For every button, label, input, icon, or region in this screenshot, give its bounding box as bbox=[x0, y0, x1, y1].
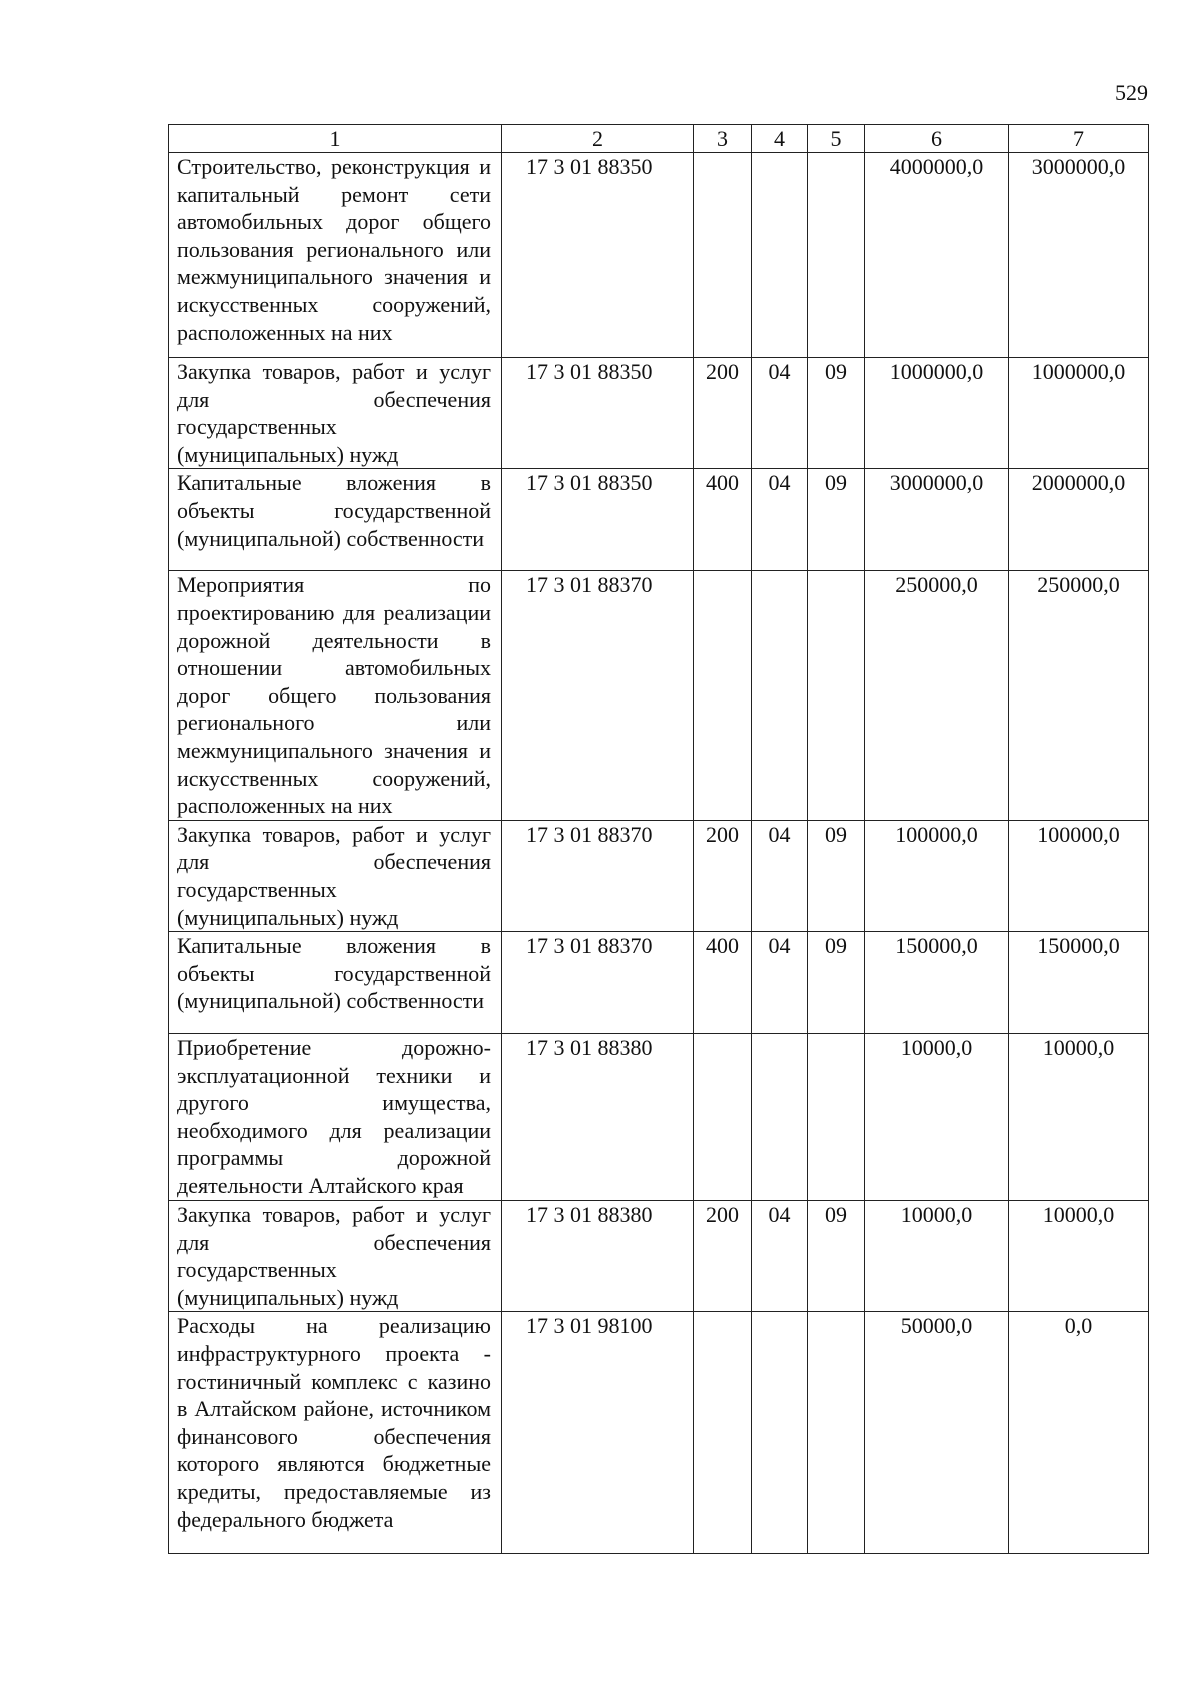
row-subsection bbox=[808, 1034, 865, 1201]
column-header-3: 3 bbox=[694, 125, 752, 153]
row-section: 04 bbox=[752, 1201, 808, 1312]
row-amount-7: 1000000,0 bbox=[1009, 358, 1149, 469]
row-expense-type bbox=[694, 153, 752, 358]
row-target-code: 17 3 01 98100 bbox=[502, 1312, 694, 1554]
table-body bbox=[169, 153, 1149, 1554]
row-target-code: 17 3 01 88380 bbox=[502, 1034, 694, 1201]
row-section bbox=[752, 1034, 808, 1201]
page-number: 529 bbox=[1115, 80, 1148, 105]
row-name: Приобретение дорожно-эксплуатационной техники и другого имущества, необходимого для реализации программы дорожной деятельности Алтайского края bbox=[169, 1034, 502, 1201]
row-amount-7: 100000,0 bbox=[1009, 820, 1149, 931]
row-amount-6: 4000000,0 bbox=[865, 153, 1009, 358]
row-subsection: 09 bbox=[808, 820, 865, 931]
row-name: Закупка товаров, работ и услуг для обеспечения государственных (муниципальных) нужд bbox=[169, 820, 502, 931]
row-target-code: 17 3 01 88370 bbox=[502, 932, 694, 1034]
table-row bbox=[169, 1312, 1149, 1554]
row-expense-type: 200 bbox=[694, 820, 752, 931]
row-expense-type: 200 bbox=[694, 358, 752, 469]
row-amount-7: 3000000,0 bbox=[1009, 153, 1149, 358]
row-section: 04 bbox=[752, 820, 808, 931]
row-section: 04 bbox=[752, 469, 808, 571]
row-amount-7: 2000000,0 bbox=[1009, 469, 1149, 571]
budget-table bbox=[168, 124, 1149, 1554]
table-row bbox=[169, 153, 1149, 358]
row-expense-type bbox=[694, 571, 752, 820]
row-amount-6: 150000,0 bbox=[865, 932, 1009, 1034]
table-row bbox=[169, 1201, 1149, 1312]
row-subsection: 09 bbox=[808, 358, 865, 469]
column-header-6: 6 bbox=[865, 125, 1009, 153]
row-name: Закупка товаров, работ и услуг для обеспечения государственных (муниципальных) нужд bbox=[169, 1201, 502, 1312]
row-expense-type: 200 bbox=[694, 1201, 752, 1312]
row-amount-6: 100000,0 bbox=[865, 820, 1009, 931]
table-row bbox=[169, 358, 1149, 469]
row-amount-6: 3000000,0 bbox=[865, 469, 1009, 571]
row-subsection: 09 bbox=[808, 932, 865, 1034]
row-amount-7: 150000,0 bbox=[1009, 932, 1149, 1034]
row-name: Капитальные вложения в объекты государственной (муниципальной) собственности bbox=[169, 469, 502, 571]
header-row bbox=[169, 125, 1149, 153]
table-header bbox=[169, 125, 1149, 153]
column-header-5: 5 bbox=[808, 125, 865, 153]
row-name: Расходы на реализацию инфраструктурного проекта - гостиничный комплекс с казино в Алтайском районе, источником финансового обеспечения которого являются бюджетные кредиты, предоставляемые из федерального бюджета bbox=[169, 1312, 502, 1554]
row-expense-type bbox=[694, 1034, 752, 1201]
row-section bbox=[752, 1312, 808, 1554]
table-row bbox=[169, 820, 1149, 931]
column-header-4: 4 bbox=[752, 125, 808, 153]
row-section bbox=[752, 571, 808, 820]
row-target-code: 17 3 01 88350 bbox=[502, 469, 694, 571]
column-header-1: 1 bbox=[169, 125, 502, 153]
row-target-code: 17 3 01 88380 bbox=[502, 1201, 694, 1312]
row-amount-7: 10000,0 bbox=[1009, 1034, 1149, 1201]
row-name: Капитальные вложения в объекты государственной (муниципальной) собственности bbox=[169, 932, 502, 1034]
column-header-2: 2 bbox=[502, 125, 694, 153]
row-amount-7: 0,0 bbox=[1009, 1312, 1149, 1554]
row-amount-6: 50000,0 bbox=[865, 1312, 1009, 1554]
table-row bbox=[169, 1034, 1149, 1201]
row-amount-6: 10000,0 bbox=[865, 1201, 1009, 1312]
row-target-code: 17 3 01 88350 bbox=[502, 358, 694, 469]
table-row bbox=[169, 932, 1149, 1034]
row-name: Строительство, реконструкция и капитальный ремонт сети автомобильных дорог общего пользования регионального или межмуниципального значения и искусственных сооружений, расположенных на них bbox=[169, 153, 502, 358]
row-amount-6: 1000000,0 bbox=[865, 358, 1009, 469]
row-target-code: 17 3 01 88350 bbox=[502, 153, 694, 358]
row-name: Закупка товаров, работ и услуг для обеспечения государственных (муниципальных) нужд bbox=[169, 358, 502, 469]
row-section: 04 bbox=[752, 932, 808, 1034]
row-subsection bbox=[808, 1312, 865, 1554]
row-amount-6: 250000,0 bbox=[865, 571, 1009, 820]
table-row bbox=[169, 571, 1149, 820]
row-target-code: 17 3 01 88370 bbox=[502, 820, 694, 931]
row-expense-type bbox=[694, 1312, 752, 1554]
row-amount-7: 10000,0 bbox=[1009, 1201, 1149, 1312]
row-section bbox=[752, 153, 808, 358]
row-subsection: 09 bbox=[808, 1201, 865, 1312]
row-target-code: 17 3 01 88370 bbox=[502, 571, 694, 820]
row-subsection bbox=[808, 153, 865, 358]
row-amount-7: 250000,0 bbox=[1009, 571, 1149, 820]
row-name: Мероприятия по проектированию для реализации дорожной деятельности в отношении автомобильных дорог общего пользования регионального или межмуниципального значения и искусственных сооружений, расположенных на них bbox=[169, 571, 502, 820]
column-header-7: 7 bbox=[1009, 125, 1149, 153]
row-subsection bbox=[808, 571, 865, 820]
table-row bbox=[169, 469, 1149, 571]
row-section: 04 bbox=[752, 358, 808, 469]
row-expense-type: 400 bbox=[694, 469, 752, 571]
row-subsection: 09 bbox=[808, 469, 865, 571]
row-amount-6: 10000,0 bbox=[865, 1034, 1009, 1201]
row-expense-type: 400 bbox=[694, 932, 752, 1034]
